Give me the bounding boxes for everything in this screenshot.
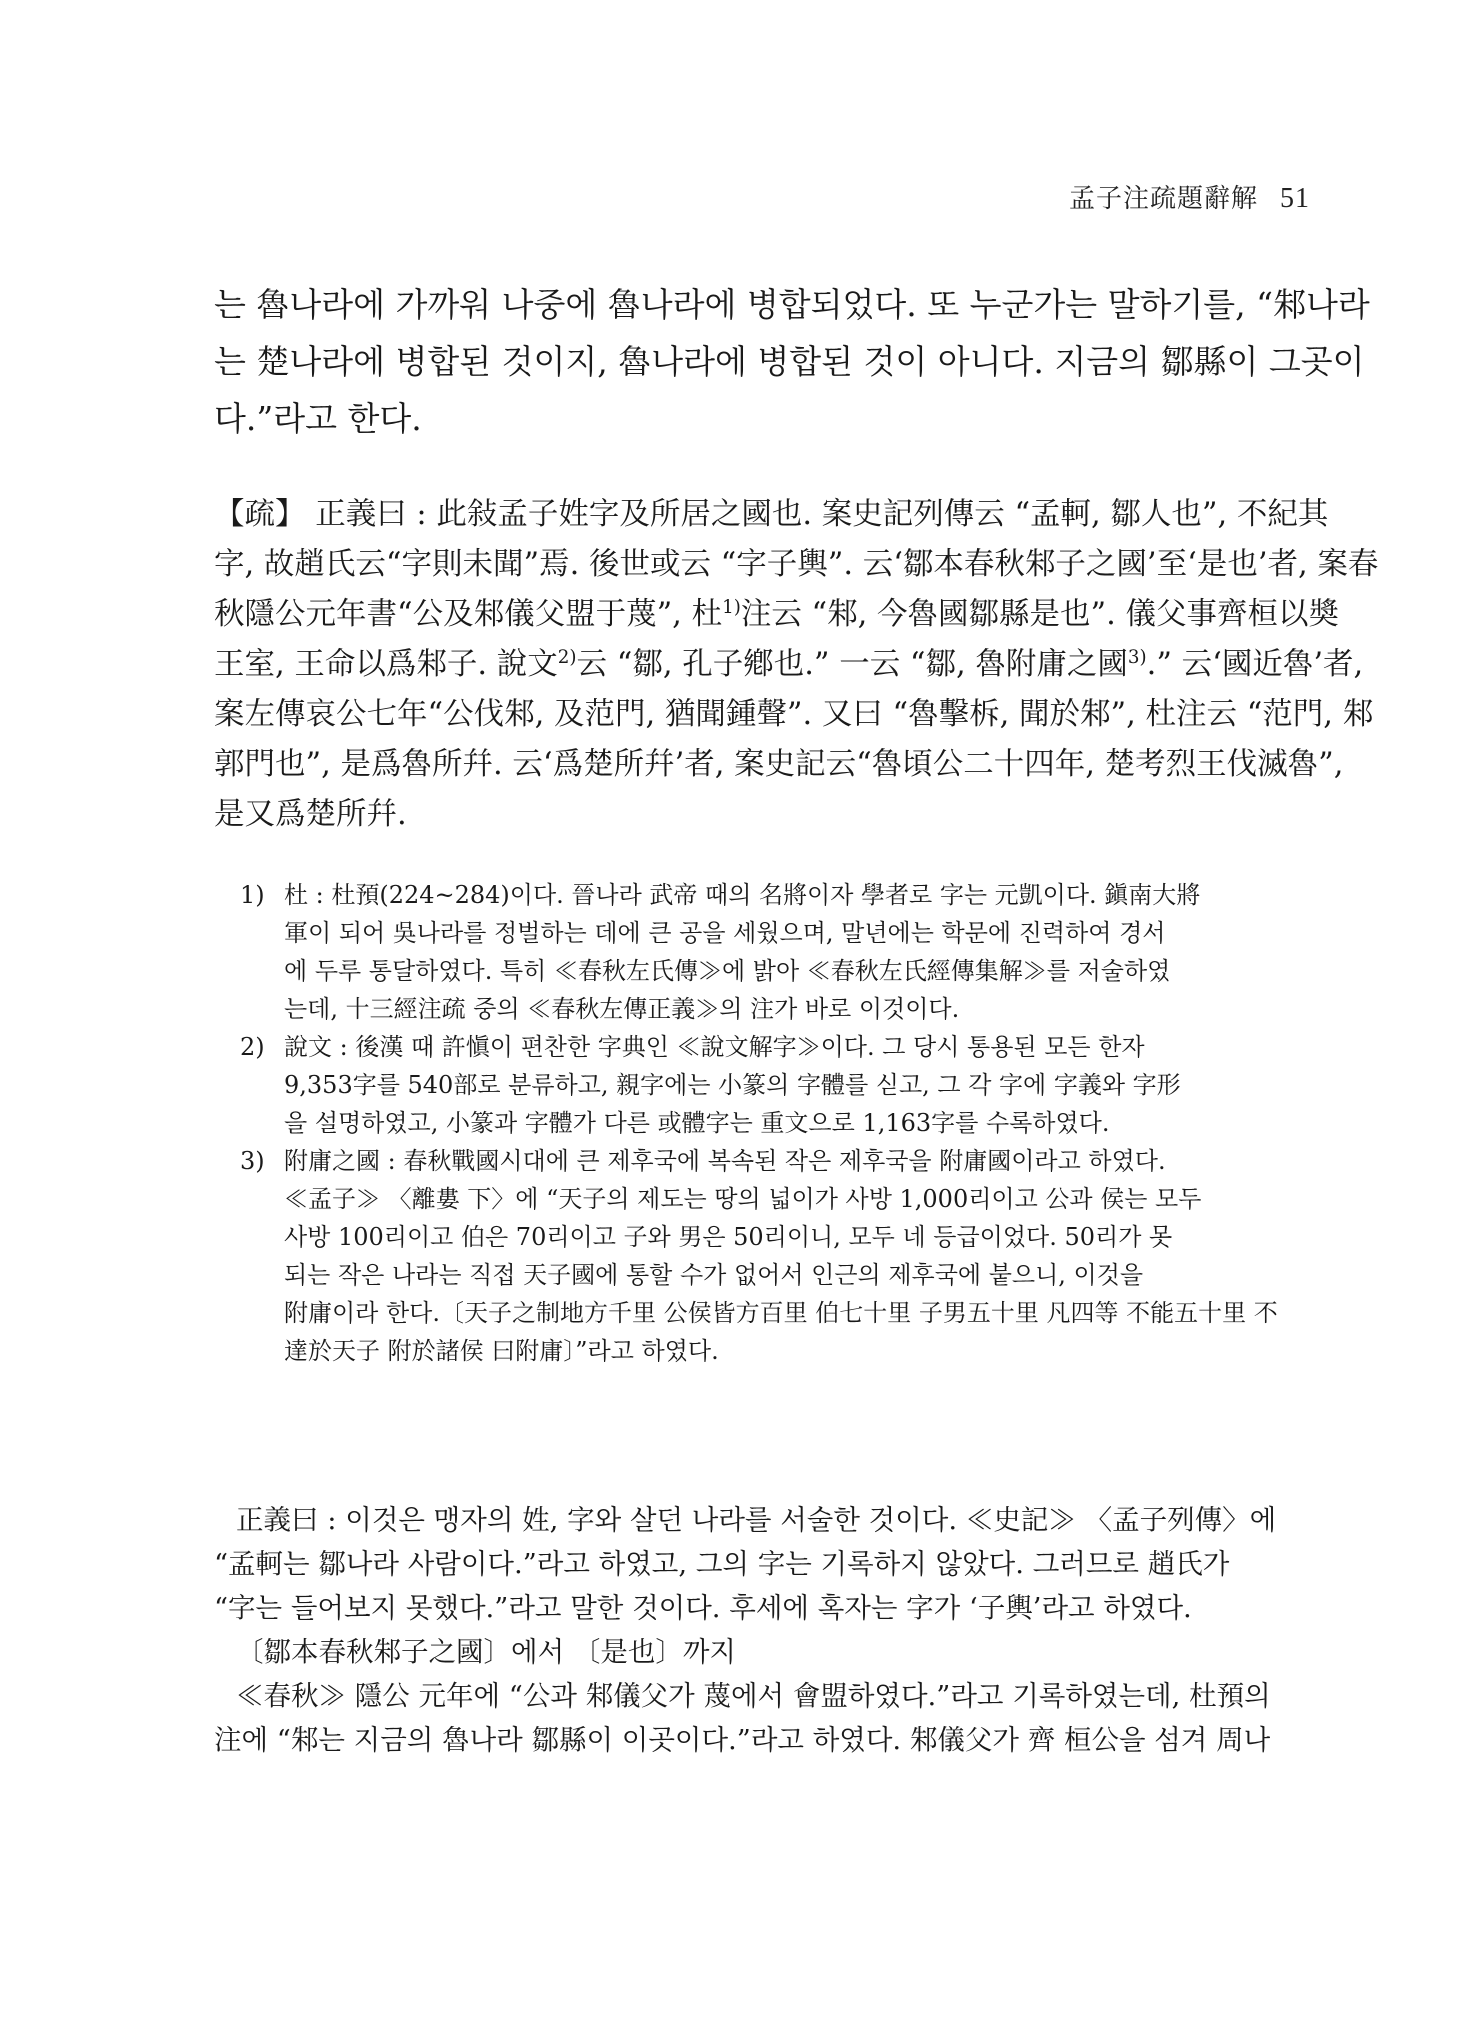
footnote-line: 附庸이라 한다.〔天子之制地方千里 公侯皆方百里 伯七十里 子男五十里 凡四等 不能五十里 不 [284,1299,1278,1327]
main-line: 다.”라고 한다. [214,399,422,438]
main-line: 는 楚나라에 병합된 것이지, 魯나라에 병합된 것이 아니다. 지금의 鄒縣이 그곳이 [214,342,1365,381]
shu-line: 案左傳哀公七年“公伐邾, 及范門, 猶聞鍾聲”. 又曰 “魯擊柝, 聞於邾”, 杜注云 “范門, 邾 [214,697,1374,732]
section-heading: 〔鄒本春秋邾子之國〕에서 〔是也〕까지 [236,1636,736,1668]
footnote-line: 說文 : 後漢 때 許愼이 편찬한 字典인 ≪說文解字≫이다. 그 당시 통용된 모든 한자 [284,1033,1145,1061]
footnote-line: 軍이 되어 吳나라를 정벌하는 데에 큰 공을 세웠으며, 말년에는 학문에 진력하여 경서 [284,919,1166,947]
footnote-ref[interactable]: 3) [1127,646,1147,668]
running-header [1069,178,1310,215]
translation-line: 注에 “邾는 지금의 魯나라 鄒縣이 이곳이다.”라고 하였다. 邾儀父가 齊 桓公을 섬겨 周나 [214,1724,1271,1756]
shu-line: 秋隱公元年書“公及邾儀父盟于蔑”, 杜$^{1)}$注云 “邾, 今魯國鄒縣是也”. 儀父事齊桓以奬 [214,596,1340,632]
footnote-line: 에 두루 통달하였다. 특히 ≪春秋左氏傳≫에 밝아 ≪春秋左氏經傳集解≫를 저술하였 [284,957,1171,985]
footnote-line: 는데, 十三經注疏 중의 ≪春秋左傳正義≫의 注가 바로 이것이다. [284,995,960,1023]
footnote-1 [240,876,1268,1028]
translation-line: “孟軻는 鄒나라 사람이다.”라고 하였고, 그의 字는 기록하지 않았다. 그러므로 趙氏가 [214,1548,1230,1580]
footnote-number: 2) [240,1033,265,1061]
shu-line: 王室, 王命以爲邾子. 說文$^{2)}$云 “鄒, 孔子鄕也.” 一云 “鄒, 魯附庸之國$^{3)}$.” 云‘國近魯’者, [214,646,1364,682]
footnote-line: 附庸之國 : 春秋戰國시대에 큰 제후국에 복속된 작은 제후국을 附庸國이라고 하였다. [284,1147,1166,1175]
translation [214,1498,1277,1762]
shu-line: 字, 故趙氏云“字則未聞”焉. 後世或云 “字子輿”. 云‘鄒本春秋邾子之國’至‘是也’者, 案春 [214,547,1379,582]
shu-commentary [214,490,1379,840]
header-title: 孟子注疏題辭解 [1068,184,1258,214]
footnote-2 [240,1028,1268,1142]
page-number: 51 [1280,183,1310,214]
main-text [214,276,1370,447]
shu-label: 【疏】 [214,497,306,532]
shu-line: 是又爲楚所幷. [214,797,407,832]
shu-line: 郭門也”, 是爲魯所幷. 云‘爲楚所幷’者, 案史記云“魯頃公二十四年, 楚考烈王伐滅魯”, [214,747,1344,782]
main-line: 는 魯나라에 가까워 나중에 魯나라에 병합되었다. 또 누군가는 말하기를, “邾나라 [214,285,1370,324]
footnote-line: 9,353字를 540部로 분류하고, 親字에는 小篆의 字體를 싣고, 그 각 字에 字義와 字形 [284,1071,1181,1099]
footnote-line: 杜 : 杜預(224~284)이다. 晉나라 武帝 때의 名將이자 學者로 字는 元凱이다. 鎭南大將 [284,881,1201,909]
translation-line: ≪春秋≫ 隱公 元年에 “公과 邾儀父가 蔑에서 會盟하였다.”라고 기록하였는데, 杜預의 [236,1680,1271,1712]
footnote-number: 1) [240,881,265,909]
footnote-ref[interactable]: 1) [722,596,741,618]
shu-line: 【疏】 正義曰 : 此敍孟子姓字及所居之國也. 案史記列傳云 “孟軻, 鄒人也”, 不紀其 [214,497,1329,532]
footnote-ref[interactable]: 2) [557,646,577,668]
footnote-line: 되는 작은 나라는 직접 天子國에 통할 수가 없어서 인근의 제후국에 붙으니, 이것을 [284,1261,1144,1289]
footnote-line: 을 설명하였고, 小篆과 字體가 다른 或體字는 重文으로 1,163字를 수록하였다. [284,1109,1110,1137]
footnote-line: ≪孟子≫ 〈離婁 下〉에 “天子의 제도는 땅의 넓이가 사방 1,000리이고 公과 侯는 모두 [284,1185,1202,1213]
translation-line: “字는 들어보지 못했다.”라고 말한 것이다. 후세에 혹자는 字가 ‘子輿’라고 하였다. [214,1592,1192,1624]
footnote-number: 3) [240,1147,265,1175]
footnote-line: 達於天子 附於諸侯 曰附庸〕”라고 하였다. [284,1337,719,1365]
translation-line: 正義曰 : 이것은 맹자의 姓, 字와 살던 나라를 서술한 것이다. ≪史記≫ 〈孟子列傳〉에 [236,1504,1277,1536]
footnote-3 [240,1142,1278,1370]
footnote-line: 사방 100리이고 伯은 70리이고 子와 男은 50리이니, 모두 네 등급이었다. 50리가 못 [284,1223,1173,1251]
footnotes [240,876,1278,1370]
